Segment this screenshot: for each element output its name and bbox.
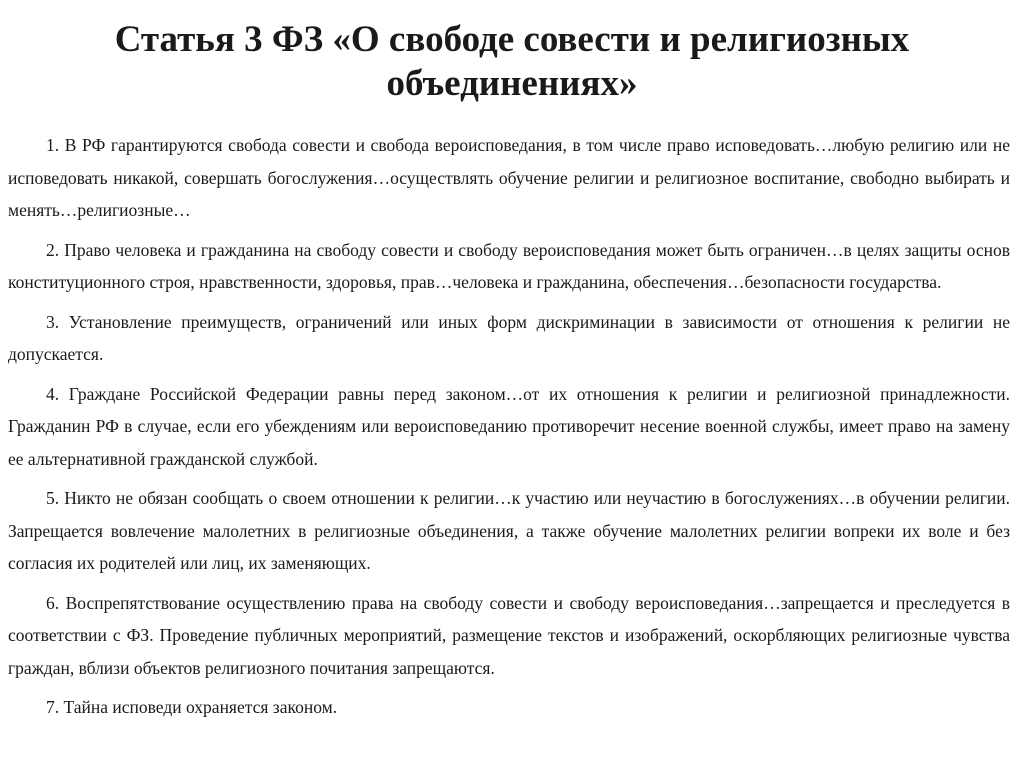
paragraph-7: 7. Тайна исповеди охраняется законом. <box>46 697 338 717</box>
paragraph-2: 2. Право человека и гражданина на свободу совести и свободу вероисповедания может быть ограничен…в целях защиты основ конституционного строя, нравственности, здоровья, прав…человека и гражданина, обеспечения…безопасности государства. <box>8 239 1010 292</box>
paragraph-6: 6. Воспрепятствование осуществлению права на свободу совести и свободу вероисповедания…запрещается и преследуется в соответствии с ФЗ. Проведение публичных мероприятий, размещение текстов и изображений, оскорбляющих религиозные чувства граждан, вблизи объектов религиозного почитания запрещаются. <box>8 592 1010 678</box>
paragraph-1: 1. В РФ гарантируются свобода совести и свобода вероисповедания, в том числе право исповедовать…любую религию или не исповедовать никакой, совершать богослужения…осуществлять обучение религии и религиозное воспитание, свободно выбирать и менять…религиозные… <box>8 135 1010 220</box>
slide-title: Статья 3 ФЗ «О свободе совести и религиозных объединениях» <box>114 19 910 104</box>
paragraph-5: 5. Никто не обязан сообщать о своем отношении к религии…к участию или неучастию в богослужениях…в обучении религии. Запрещается вовлечение малолетних в религиозные объединения, а также обучение малолетних религии вопреки их воле и без согласия их родителей или лиц, их заменяющих. <box>8 488 1010 573</box>
paragraph-3: 3. Установление преимуществ, ограничений или иных форм дискриминации в зависимости от отношения к религии не допускается. <box>8 311 1010 364</box>
article-body <box>8 129 1010 724</box>
paragraph-4: 4. Граждане Российской Федерации равны перед законом…от их отношения к религии и религиозной принадлежности. Гражданин РФ в случае, если его убеждениям или вероисповеданию противоречит несение военной службы, имеет право на замену ее альтернативной гражданской службой. <box>8 383 1010 469</box>
